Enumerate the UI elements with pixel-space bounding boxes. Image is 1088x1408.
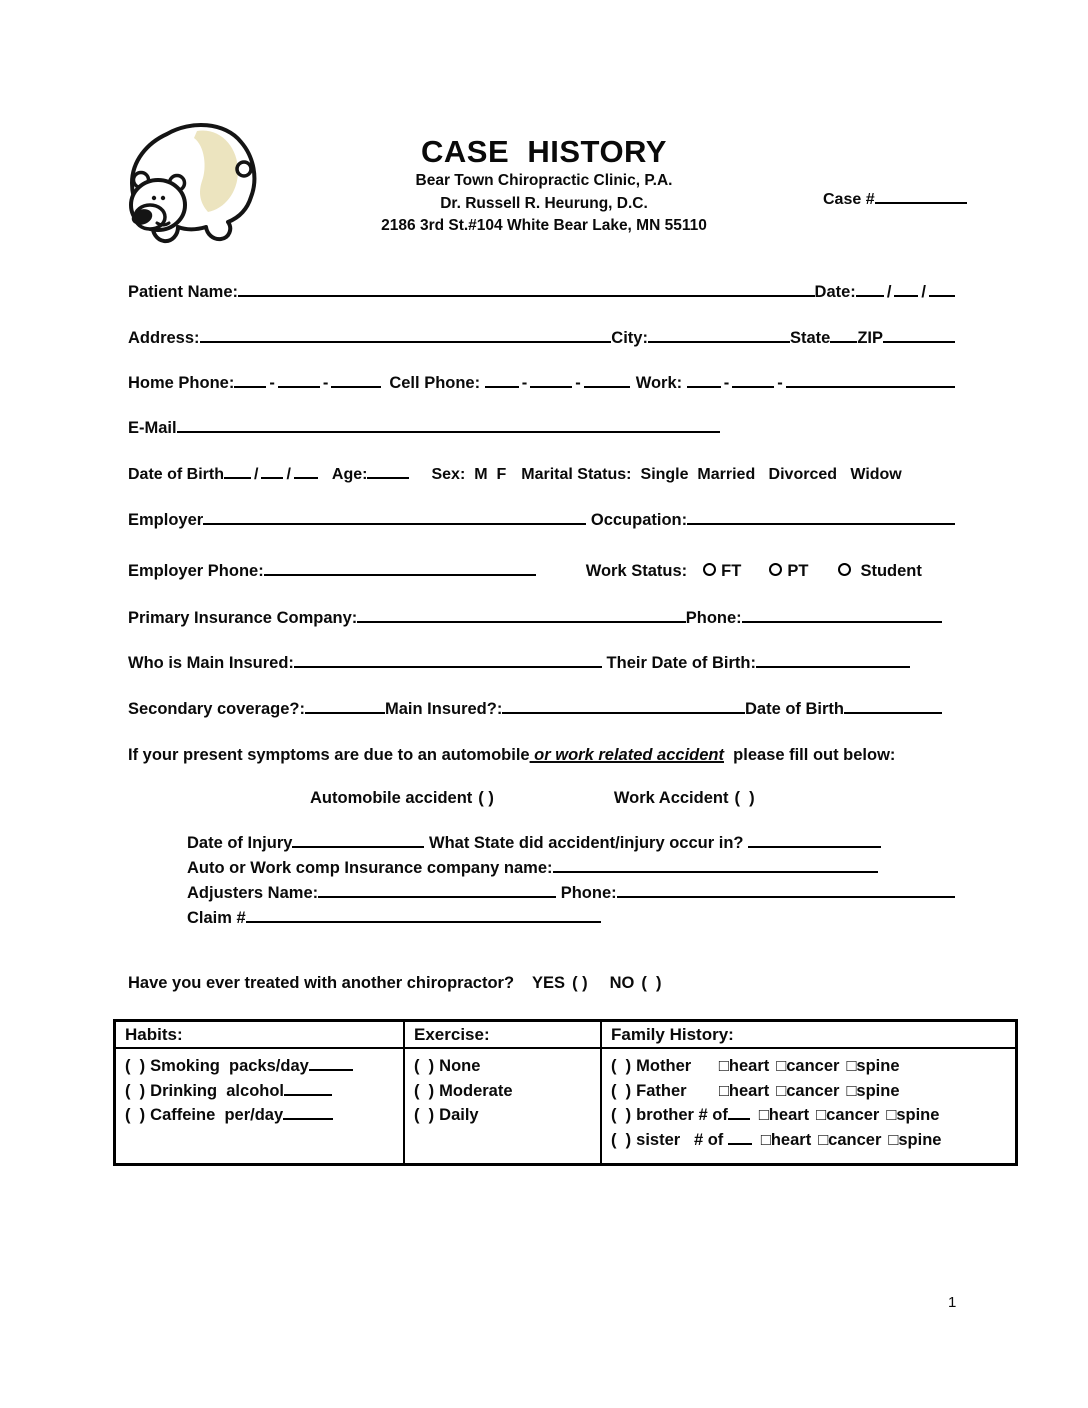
smoking-checkbox[interactable]: ( )	[125, 1057, 146, 1075]
father-checkbox[interactable]: ( )	[611, 1081, 632, 1100]
caffeine-amount-blank[interactable]	[283, 1116, 333, 1120]
drinking-label: Drinking alcohol	[150, 1081, 285, 1100]
exercise-moderate-row	[414, 1079, 592, 1104]
exercise-none-row	[414, 1054, 592, 1079]
yes-label: YES	[532, 974, 566, 992]
form-header	[0, 134, 1088, 238]
mother-checkbox[interactable]: ( )	[611, 1057, 632, 1075]
main-insured-label: Who is Main Insured:	[128, 654, 294, 672]
home-phone-dash-2: -	[322, 374, 329, 392]
work-accident-checkbox[interactable]: ( )	[734, 789, 755, 807]
father-spine-checkbox[interactable]: □spine	[846, 1081, 900, 1100]
family-sister-row	[611, 1128, 1007, 1153]
exercise-cell	[405, 1049, 602, 1163]
dob-slash-2: /	[286, 466, 291, 483]
no-label: NO	[609, 974, 635, 992]
habit-smoking-row	[125, 1054, 395, 1079]
exercise-none-label: None	[439, 1057, 481, 1075]
date-slash-1: /	[886, 283, 892, 301]
father-heart-checkbox[interactable]: □heart	[718, 1081, 770, 1100]
exercise-daily-label: Daily	[439, 1106, 479, 1124]
father-cancer-checkbox[interactable]: □cancer	[776, 1081, 840, 1100]
date-label: Date:	[814, 283, 856, 301]
habits-header: Habits:	[116, 1022, 405, 1047]
clinic-address: 2186 3rd St.#104 White Bear Lake, MN 55110	[381, 217, 707, 234]
drinking-amount-blank[interactable]	[284, 1092, 332, 1096]
email-blank[interactable]	[177, 429, 720, 433]
injury-state-label: What State did accident/injury occur in?	[424, 834, 749, 852]
cell-phone-blank-3[interactable]	[584, 384, 630, 388]
history-table	[113, 1019, 1018, 1166]
injury-company-blank[interactable]	[553, 869, 878, 873]
secondary-dob-blank[interactable]	[844, 710, 942, 714]
patient-name-blank[interactable]	[238, 293, 815, 297]
family-father-row	[611, 1079, 1007, 1104]
sister-count-blank[interactable]	[728, 1141, 752, 1145]
work-phone-label: Work:	[635, 374, 687, 392]
symptoms-instruction-row	[128, 746, 955, 765]
automobile-accident-label: Automobile accident	[310, 789, 473, 807]
brother-spine-checkbox[interactable]: □spine	[886, 1106, 940, 1124]
address-label: Address:	[128, 329, 200, 347]
family-mother-row	[611, 1054, 1007, 1079]
exercise-daily-checkbox[interactable]: ( )	[414, 1106, 435, 1124]
city-label: City:	[611, 329, 648, 347]
injury-state-blank[interactable]	[748, 844, 881, 848]
previous-chiropractor-question: Have you ever treated with another chiropractor?	[128, 974, 515, 992]
work-status-label: Work Status:	[585, 562, 688, 580]
work-status-ft-radio[interactable]	[703, 563, 716, 576]
date-year-blank[interactable]	[929, 293, 955, 297]
work-status-row	[128, 562, 955, 581]
cell-phone-blank-2[interactable]	[530, 384, 572, 388]
adjusters-name-label: Adjusters Name:	[187, 884, 319, 902]
father-label: Father	[636, 1081, 705, 1100]
date-month-blank[interactable]	[856, 293, 884, 297]
zip-label: ZIP	[857, 329, 883, 347]
case-number-row	[823, 191, 967, 209]
marital-status-options[interactable]: Single Married Divorced Widow	[640, 466, 902, 483]
exercise-daily-row	[414, 1103, 592, 1128]
employer-label: Employer	[128, 511, 204, 529]
mother-spine-checkbox[interactable]: □spine	[846, 1057, 900, 1075]
date-day-blank[interactable]	[894, 293, 918, 297]
mother-heart-checkbox[interactable]: □heart	[718, 1057, 770, 1075]
work-accident-label: Work Accident	[613, 789, 729, 807]
marital-status-label: Marital Status:	[521, 466, 632, 483]
injury-date-row	[187, 834, 955, 853]
exercise-moderate-label: Moderate	[439, 1081, 513, 1100]
home-phone-label: Home Phone:	[128, 374, 235, 392]
habit-caffeine-row	[125, 1103, 395, 1128]
dob-month-blank[interactable]	[224, 475, 251, 479]
secondary-main-insured-label: Main Insured?:	[385, 700, 503, 718]
sister-heart-checkbox[interactable]: □heart	[760, 1130, 812, 1149]
their-dob-label: Their Date of Birth:	[601, 654, 756, 672]
date-slash-2: /	[921, 283, 926, 301]
drinking-checkbox[interactable]: ( )	[125, 1081, 146, 1100]
adjuster-phone-label: Phone:	[556, 884, 617, 902]
sister-checkbox[interactable]: ( )	[611, 1130, 632, 1149]
work-status-student-label: Student	[860, 562, 922, 580]
injury-date-blank[interactable]	[292, 844, 424, 848]
dob-day-blank[interactable]	[261, 475, 283, 479]
doctor-name: Dr. Russell R. Heurung, D.C.	[440, 194, 648, 212]
address-blank[interactable]	[200, 339, 612, 343]
work-status-ft-label: FT	[721, 562, 742, 580]
history-table-header	[116, 1022, 1015, 1049]
claim-number-label: Claim #	[187, 909, 246, 927]
exercise-moderate-checkbox[interactable]: ( )	[414, 1081, 435, 1100]
brother-heart-checkbox[interactable]: □heart	[758, 1106, 810, 1124]
dob-year-blank[interactable]	[294, 475, 318, 479]
home-phone-blank-3[interactable]	[331, 384, 381, 388]
email-label: E-Mail	[128, 419, 177, 437]
caffeine-checkbox[interactable]: ( )	[125, 1106, 146, 1124]
page-title: CASE HISTORY	[421, 134, 667, 169]
insurance-phone-blank[interactable]	[742, 619, 942, 623]
dob-slash-1: /	[254, 466, 259, 483]
home-phone-blank-2[interactable]	[278, 384, 320, 388]
cell-phone-label: Cell Phone:	[389, 374, 485, 392]
home-phone-dash-1: -	[269, 374, 275, 392]
mother-cancer-checkbox[interactable]: □cancer	[776, 1057, 840, 1075]
cell-phone-dash-1: -	[521, 374, 528, 392]
email-row	[128, 419, 955, 438]
employer-row	[128, 511, 955, 530]
clinic-name: Bear Town Chiropractic Clinic, P.A.	[415, 172, 673, 189]
work-status-pt-radio[interactable]	[769, 563, 782, 576]
insurance-phone-label: Phone:	[685, 609, 742, 627]
symptoms-prefix: If your present symptoms are due to an automobile	[128, 746, 530, 764]
brother-count-blank[interactable]	[728, 1116, 750, 1120]
habits-cell	[116, 1049, 405, 1163]
state-blank[interactable]	[830, 339, 857, 343]
injury-company-label: Auto or Work comp Insurance company name:	[187, 859, 553, 877]
exercise-none-checkbox[interactable]: ( )	[414, 1057, 435, 1075]
claim-row	[187, 909, 955, 928]
their-dob-blank[interactable]	[756, 664, 910, 668]
cell-phone-blank-1[interactable]	[485, 384, 519, 388]
state-label: State	[789, 329, 831, 347]
symptoms-suffix: please fill out below:	[723, 746, 896, 764]
sister-cancer-checkbox[interactable]: □cancer	[818, 1130, 882, 1149]
main-insured-row	[128, 654, 910, 673]
primary-insurance-label: Primary Insurance Company:	[128, 609, 358, 627]
cell-phone-dash-2: -	[575, 374, 581, 392]
dob-row	[128, 466, 955, 484]
age-blank[interactable]	[367, 475, 409, 479]
history-table-body	[116, 1049, 1015, 1163]
main-insured-blank[interactable]	[294, 664, 602, 668]
family-history-cell	[602, 1049, 1015, 1163]
caffeine-label: Caffeine per/day	[150, 1106, 284, 1124]
yes-checkbox[interactable]: ( )	[572, 974, 588, 992]
home-phone-blank-1[interactable]	[234, 384, 266, 388]
brother-checkbox[interactable]: ( )	[611, 1106, 632, 1124]
work-phone-dash-2: -	[777, 374, 783, 392]
employer-phone-blank[interactable]	[264, 572, 536, 576]
sex-label: Sex:	[431, 466, 466, 483]
smoking-amount-blank[interactable]	[309, 1067, 353, 1071]
automobile-accident-checkbox[interactable]: ( )	[478, 789, 494, 807]
dob-label: Date of Birth	[128, 466, 224, 483]
previous-chiropractor-row	[128, 974, 955, 993]
smoking-label: Smoking packs/day	[150, 1057, 309, 1075]
sex-options[interactable]: M F	[474, 466, 507, 483]
adjuster-row	[187, 884, 955, 903]
employer-blank[interactable]	[203, 521, 586, 525]
address-row	[128, 329, 955, 348]
page-number: 1	[948, 1294, 957, 1311]
patient-name-row	[128, 283, 955, 302]
secondary-coverage-row	[128, 700, 942, 719]
work-phone-blank-3[interactable]	[786, 384, 955, 388]
case-number-blank[interactable]	[875, 200, 967, 204]
city-blank[interactable]	[648, 339, 790, 343]
work-phone-blank-2[interactable]	[732, 384, 774, 388]
work-status-student-radio[interactable]	[838, 563, 851, 576]
injury-date-label: Date of Injury	[187, 834, 293, 852]
occupation-blank[interactable]	[687, 521, 955, 525]
injury-company-row	[187, 859, 878, 878]
exercise-header: Exercise:	[405, 1022, 602, 1047]
family-history-header: Family History:	[611, 1025, 734, 1044]
secondary-coverage-label: Secondary coverage?:	[128, 700, 305, 718]
family-brother-row	[611, 1103, 1007, 1128]
accident-type-row	[310, 789, 955, 808]
case-number-label: Case #	[823, 191, 875, 208]
brother-cancer-checkbox[interactable]: □cancer	[816, 1106, 880, 1124]
work-phone-dash-1: -	[723, 374, 730, 392]
secondary-main-insured-blank[interactable]	[502, 710, 745, 714]
patient-name-label: Patient Name:	[128, 283, 239, 301]
phones-row	[128, 374, 955, 393]
brother-label: brother # of	[636, 1106, 728, 1124]
habit-drinking-row	[125, 1079, 395, 1104]
sister-spine-checkbox[interactable]: □spine	[888, 1130, 942, 1149]
primary-insurance-blank[interactable]	[357, 619, 686, 623]
age-label: Age:	[331, 466, 368, 483]
symptoms-accident-emphasis: or work related accident	[529, 746, 724, 764]
sister-label: sister # of	[636, 1130, 728, 1149]
zip-blank[interactable]	[883, 339, 955, 343]
mother-label: Mother	[636, 1057, 705, 1075]
occupation-label: Occupation:	[586, 511, 688, 529]
secondary-dob-label: Date of Birth	[745, 700, 844, 718]
adjusters-name-blank[interactable]	[318, 894, 556, 898]
primary-insurance-row	[128, 609, 942, 628]
work-status-pt-label: PT	[787, 562, 809, 580]
secondary-coverage-blank[interactable]	[305, 710, 385, 714]
no-checkbox[interactable]: ( )	[641, 974, 662, 992]
employer-phone-label: Employer Phone:	[128, 562, 264, 580]
claim-number-blank[interactable]	[246, 919, 601, 923]
adjuster-phone-blank[interactable]	[617, 894, 955, 898]
work-phone-blank-1[interactable]	[687, 384, 721, 388]
